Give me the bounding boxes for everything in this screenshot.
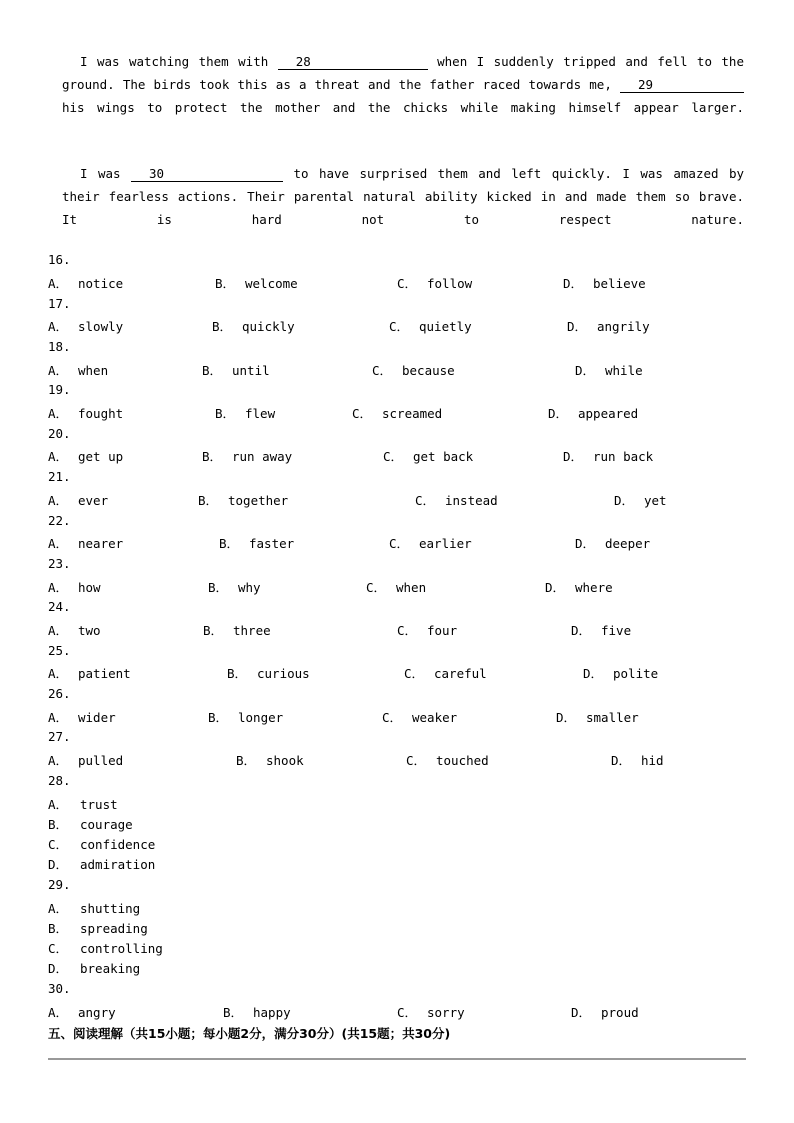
option-a[interactable]: A． notice	[48, 276, 124, 291]
option-b[interactable]: B． until	[202, 363, 270, 378]
question-number: 28.	[48, 773, 71, 788]
question-number: 17.	[48, 296, 71, 311]
option-a[interactable]: A． slowly	[48, 319, 124, 334]
option-c[interactable]: C． four	[397, 623, 458, 638]
question-21	[48, 469, 748, 489]
option-b[interactable]: B． faster	[219, 536, 295, 551]
options-16	[48, 274, 748, 294]
question-number: 23.	[48, 556, 71, 571]
option-a[interactable]: A． fought	[48, 406, 124, 421]
option-b[interactable]: B． happy	[223, 1005, 291, 1020]
option-a[interactable]: A． trust	[48, 797, 118, 812]
option-c[interactable]: C． sorry	[397, 1005, 465, 1020]
passage-paragraph-1	[62, 50, 744, 119]
option-c[interactable]: C． because	[372, 363, 455, 378]
question-number: 27.	[48, 729, 71, 744]
option-a[interactable]: A． when	[48, 363, 109, 378]
question-number: 25.	[48, 643, 71, 658]
question-26	[48, 686, 748, 706]
question-number: 22.	[48, 513, 71, 528]
options-27	[48, 751, 748, 771]
option-d[interactable]: D． while	[575, 363, 643, 378]
option-d[interactable]: D． where	[545, 580, 613, 595]
question-27	[48, 729, 748, 749]
question-19	[48, 382, 748, 402]
option-c[interactable]: C． get back	[383, 449, 474, 464]
option-c[interactable]: C． touched	[406, 753, 489, 768]
question-number: 30.	[48, 981, 71, 996]
passage-text: I was	[80, 166, 121, 181]
option-c[interactable]: C． careful	[404, 666, 487, 681]
question-30	[48, 981, 748, 1001]
option-c[interactable]: C． earlier	[389, 536, 472, 551]
option-d[interactable]: D． admiration	[48, 857, 156, 872]
blank-30: 30	[131, 167, 283, 182]
option-a[interactable]: A． ever	[48, 493, 109, 508]
options-22	[48, 534, 748, 554]
question-24	[48, 599, 748, 619]
option-d[interactable]: D． believe	[563, 276, 646, 291]
question-17	[48, 296, 748, 316]
option-a[interactable]: A． get up	[48, 449, 124, 464]
option-c[interactable]: C． weaker	[382, 710, 458, 725]
blank-29: 29	[620, 78, 744, 93]
option-d[interactable]: D． proud	[571, 1005, 639, 1020]
options-18	[48, 361, 748, 381]
passage-text: his wings to protect the mother and the chicks while making himself appear larger.	[62, 100, 744, 115]
options-20	[48, 447, 748, 467]
section-heading: 五、阅读理解（共15小题；每小题2分，满分30分）(共15题；共30分)	[48, 1026, 451, 1041]
question-20	[48, 426, 748, 446]
options-24	[48, 621, 748, 641]
option-d[interactable]: D． smaller	[556, 710, 639, 725]
option-a[interactable]: A． angry	[48, 1005, 116, 1020]
options-17	[48, 317, 748, 337]
option-c[interactable]: C． screamed	[352, 406, 443, 421]
options-26	[48, 708, 748, 728]
question-number: 21.	[48, 469, 71, 484]
option-d[interactable]: D． hid	[611, 753, 664, 768]
options-25	[48, 664, 748, 684]
option-b[interactable]: B． three	[203, 623, 271, 638]
passage-text: to have surprised them and left quickly. I was amazed by their fearless actions. Their parental natural ability kicked in and made them so brave. It is hard not to respect nature.	[62, 166, 745, 227]
option-b[interactable]: B． courage	[48, 817, 133, 832]
passage-paragraph-2	[62, 162, 744, 231]
option-b[interactable]: B． together	[198, 493, 289, 508]
question-number: 26.	[48, 686, 71, 701]
option-c[interactable]: C． controlling	[48, 941, 163, 956]
option-c[interactable]: C． confidence	[48, 837, 156, 852]
option-b[interactable]: B． spreading	[48, 921, 148, 936]
option-d[interactable]: D． angrily	[567, 319, 650, 334]
option-b[interactable]: B． curious	[227, 666, 310, 681]
question-number: 18.	[48, 339, 71, 354]
option-a[interactable]: A． two	[48, 623, 101, 638]
question-29	[48, 877, 748, 976]
passage-text: when I suddenly tripped and fell to the ground. The birds took this as a threat and the father raced towards me,	[62, 54, 744, 92]
question-number: 24.	[48, 599, 71, 614]
option-b[interactable]: B． longer	[208, 710, 284, 725]
options-23	[48, 578, 748, 598]
question-number: 20.	[48, 426, 71, 441]
passage-text: I was watching them with	[80, 54, 269, 69]
option-c[interactable]: C． instead	[415, 493, 498, 508]
divider	[48, 1058, 746, 1060]
option-d[interactable]: D． yet	[614, 493, 667, 508]
question-25	[48, 643, 748, 663]
option-d[interactable]: D． polite	[583, 666, 659, 681]
blank-28: 28	[278, 55, 428, 70]
question-number: 19.	[48, 382, 71, 397]
option-c[interactable]: C． when	[366, 580, 427, 595]
question-18	[48, 339, 748, 359]
option-a[interactable]: A． nearer	[48, 536, 124, 551]
option-a[interactable]: A． pulled	[48, 753, 124, 768]
options-21	[48, 491, 748, 511]
question-16	[48, 252, 748, 272]
option-d[interactable]: D． five	[571, 623, 632, 638]
options-30	[48, 1003, 748, 1023]
question-number: 29.	[48, 877, 71, 892]
option-b[interactable]: B． quickly	[212, 319, 295, 334]
option-d[interactable]: D． appeared	[548, 406, 639, 421]
options-19	[48, 404, 748, 424]
option-d[interactable]: D． deeper	[575, 536, 651, 551]
option-a[interactable]: A． patient	[48, 666, 131, 681]
option-d[interactable]: D． breaking	[48, 961, 141, 976]
option-a[interactable]: A． how	[48, 580, 101, 595]
option-d[interactable]: D． run back	[563, 449, 654, 464]
option-b[interactable]: B． flew	[215, 406, 276, 421]
option-b[interactable]: B． welcome	[215, 276, 298, 291]
question-22	[48, 513, 748, 533]
option-b[interactable]: B． run away	[202, 449, 293, 464]
option-b[interactable]: B． why	[208, 580, 261, 595]
option-a[interactable]: A． wider	[48, 710, 116, 725]
option-a[interactable]: A． shutting	[48, 901, 141, 916]
question-28	[48, 773, 748, 872]
option-b[interactable]: B． shook	[236, 753, 304, 768]
question-23	[48, 556, 748, 576]
option-c[interactable]: C． follow	[397, 276, 473, 291]
question-number: 16.	[48, 252, 71, 267]
option-c[interactable]: C． quietly	[389, 319, 472, 334]
